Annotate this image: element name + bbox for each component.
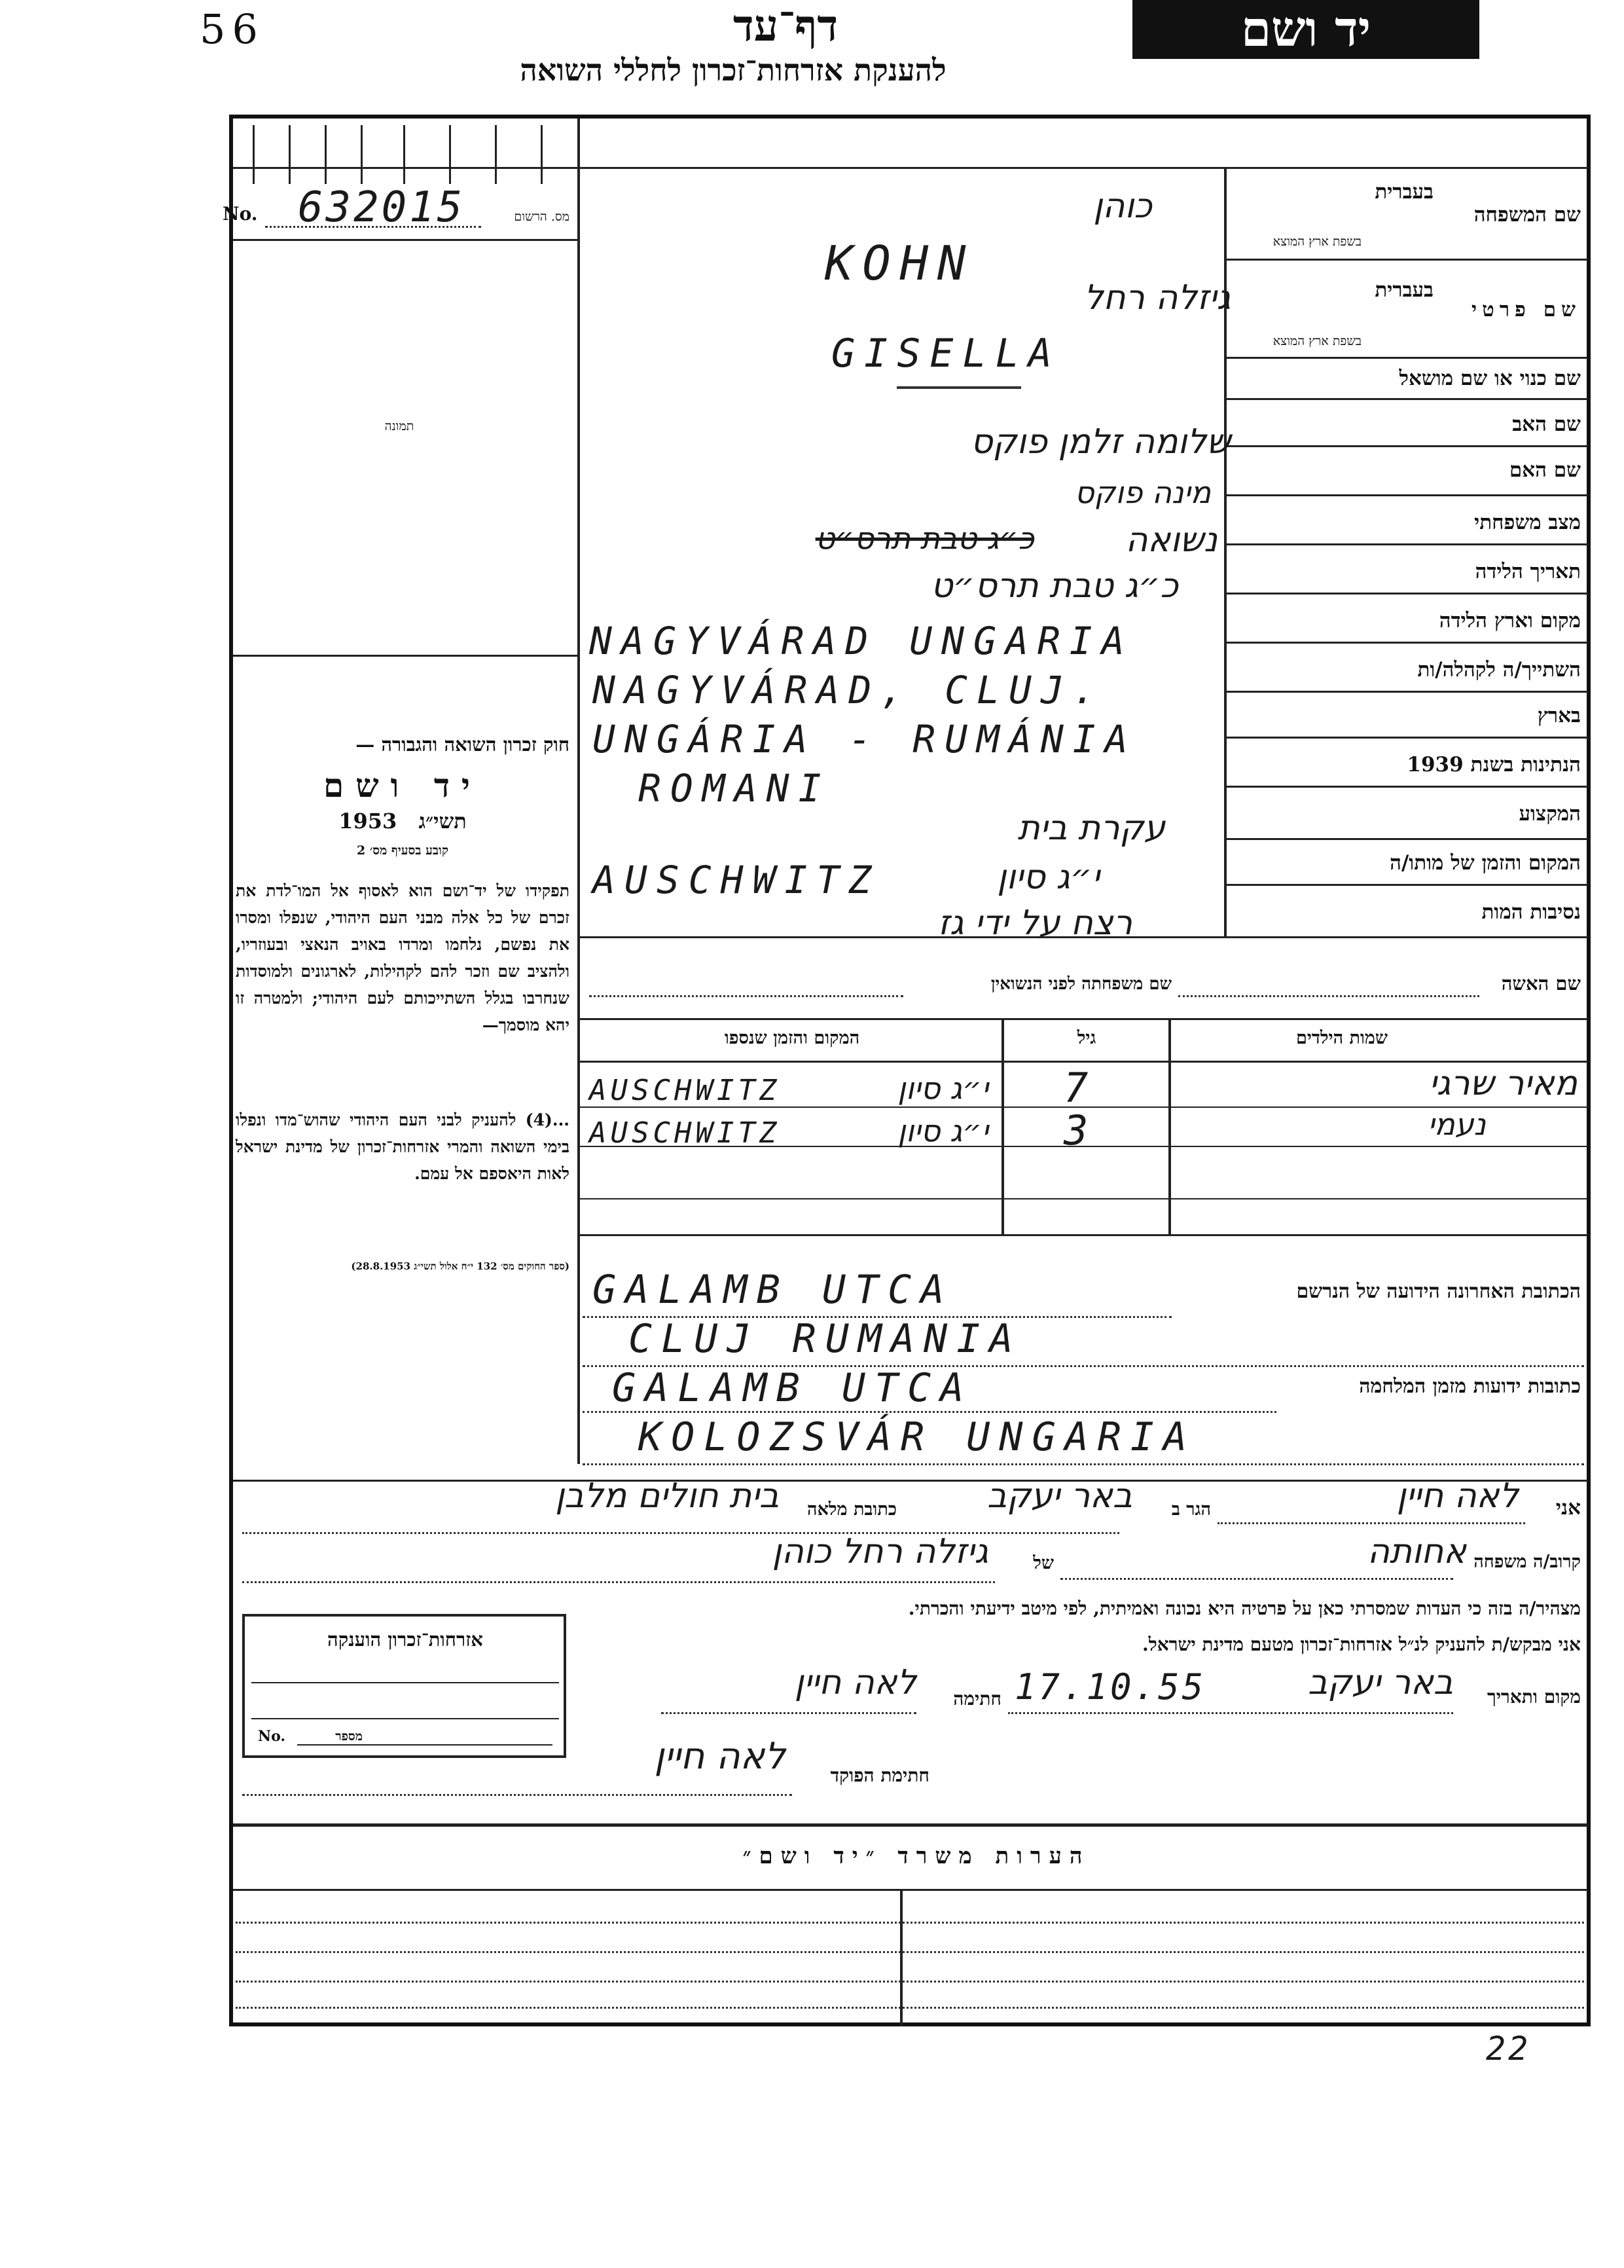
declarant-resident-label: הגר ב	[1171, 1499, 1211, 1520]
office-notes-line-3	[236, 1981, 1584, 1983]
declarant-relation-line	[1060, 1578, 1453, 1580]
family-name-en-value: KOHN	[825, 236, 975, 291]
left-column-divider	[577, 119, 580, 1464]
first-name-label: שם פרטי	[1471, 298, 1581, 321]
citizenship-box-title: אזרחות־זכרון הוענקה	[327, 1628, 483, 1651]
first-name-sub2: בשפת ארץ המוצא	[1272, 334, 1362, 348]
photo-bottom-line	[233, 655, 577, 657]
father-value: שלומה זלמן פוקס	[970, 422, 1231, 462]
signature-line	[661, 1712, 916, 1714]
declarant-signature: לאה חיין	[794, 1663, 916, 1702]
law-ref: קובע בסעיף מס׳ 2	[356, 843, 449, 858]
children-header-age: גיל	[1077, 1028, 1096, 1048]
law-year-num: 1953	[338, 809, 397, 833]
mother-line	[1224, 494, 1588, 496]
death-place-value: AUSCHWITZ	[592, 858, 881, 902]
declarant-address: בית חולים מלבן	[555, 1476, 779, 1516]
registration-no-value: 632015	[298, 183, 465, 232]
declarant-address-label: כתובת מלאה	[807, 1499, 897, 1520]
children-row-line-3	[577, 1198, 1588, 1199]
children-header-line	[577, 1061, 1588, 1063]
place-date-line	[1008, 1712, 1453, 1714]
office-notes-divider	[900, 1889, 903, 2026]
spouse-maiden-line	[589, 995, 903, 997]
declarant-relation: אחותה	[1367, 1532, 1466, 1571]
page-number: 22	[1486, 2030, 1531, 2068]
citizenship-line	[1224, 786, 1588, 788]
declarant-of-line	[242, 1581, 995, 1583]
citizenship-box-line-2	[251, 1718, 559, 1719]
law-year-he: תשי״ג	[418, 809, 467, 833]
office-notes-line-4	[236, 2007, 1584, 2009]
law-title: חוק זכרון השואה והגבורה —	[355, 733, 569, 756]
spouse-label: שם האשה	[1501, 972, 1581, 995]
registration-row-line	[233, 239, 577, 241]
country-line	[1224, 737, 1588, 739]
community-label: השתייך/ה לקהלה/ות	[1417, 658, 1581, 682]
spouse-maiden-label: שם משפחתה לפני הנשואין	[990, 974, 1172, 994]
profession-line	[1224, 838, 1588, 840]
family-name-line	[1224, 259, 1588, 261]
citizenship-granted-box	[242, 1614, 566, 1758]
spouse-bottom-line	[577, 1018, 1588, 1020]
father-line	[1224, 445, 1588, 447]
birth-place-label: מקום וארץ הלידה	[1439, 609, 1581, 632]
birth-place-value: NAGYVÁRAD UNGARIA	[589, 619, 1134, 663]
logo-text: יד ושם	[1240, 1, 1371, 58]
child-1-age: 7	[1064, 1064, 1098, 1112]
corner-number: 56	[200, 5, 264, 53]
child-1-date: י״ג סיון	[897, 1070, 988, 1106]
children-col-divider-2	[1001, 1018, 1004, 1234]
war-address-line1: GALAMB UTCA	[612, 1365, 973, 1411]
registration-no-label-he: מס. הרשום	[514, 210, 569, 224]
marital-line	[1224, 543, 1588, 545]
death-cause-label: נסיבות המות	[1481, 900, 1581, 924]
top-strip-line	[233, 167, 1588, 169]
death-date-value: י״ג סיון	[997, 858, 1100, 897]
child-2-place: AUSCHWITZ	[589, 1116, 781, 1150]
birth-date-value: כ״ג טבת תרס״ט	[931, 566, 1178, 606]
nickname-line	[1224, 398, 1588, 400]
declarant-name: לאה חיין	[1396, 1476, 1519, 1516]
law-year	[236, 809, 569, 833]
form-subtitle: להענקת אזרחות־זכרון לחללי השואה	[520, 52, 947, 88]
signature-label: חתימה	[953, 1688, 1001, 1710]
office-notes-top-line	[233, 1823, 1588, 1827]
law-body: תפקידו של יד־ושם הוא לאסוף אל המו־לדת את זכרם של כל אלה מבני העם היהודי, שנפלו ומסרו את נפשם, נלחמו ומרדו באויב הנאצי ובעוזריו, ולהציב שם וזכר להם לקהילות, לארגונים ולמוסדות שנחרבו בגלל השתייכותם לעם היהודי; ולמטרה זו יהא מוסמך—	[236, 881, 569, 1034]
country-value: UNGÁRIA - RUMÁNIA	[592, 717, 1137, 761]
law-footnote: (ספר החוקים מס׳ 132 י״ח אלול תשי״ג 28.8.1953)	[351, 1260, 569, 1272]
last-address-label: הכתובת האחרונה הידועה של הנרשם	[1296, 1280, 1581, 1303]
photo-label: תמונה	[384, 419, 414, 433]
office-notes-title: הערות משרד ״יד ושם״	[742, 1843, 1091, 1869]
birth-date-label: תאריך הלידה	[1475, 560, 1581, 583]
citizenship-box-no-line	[297, 1744, 552, 1746]
mother-value: מינה פוקס	[1074, 475, 1211, 510]
death-label: המקום והזמן של מותו/ה	[1390, 851, 1581, 875]
death-cause-value: רצח על ידי גז	[938, 904, 1132, 943]
law-name: יד ושם	[323, 766, 482, 805]
citizenship-box-no-label: No.	[258, 1728, 286, 1745]
father-label: שם האב	[1512, 412, 1581, 436]
top-strip-left	[233, 119, 577, 184]
office-notes-header-line	[233, 1889, 1588, 1891]
registration-no-label: No.	[223, 203, 258, 225]
mother-label: שם האם	[1509, 458, 1581, 482]
last-address-line2: CLUJ RUMANIA	[628, 1316, 1022, 1362]
declarant-relation-label: קרוב/ה משפחה	[1473, 1552, 1581, 1572]
country-label: בארץ	[1537, 704, 1581, 727]
family-name-he-value: כוהן	[1093, 187, 1152, 226]
family-name-label: שם המשפחה	[1473, 203, 1581, 227]
first-name-sub: בעברית	[1375, 278, 1434, 302]
child-2-date: י״ג סיון	[897, 1113, 988, 1148]
declaration-date: 17.10.55	[1015, 1666, 1206, 1708]
first-name-underline	[897, 386, 1021, 389]
declaration-place: באר יעקב	[1308, 1663, 1453, 1702]
citizenship-box-line-1	[251, 1682, 559, 1683]
declarant-of-label: של	[1033, 1553, 1054, 1573]
children-bottom-line	[577, 1234, 1588, 1236]
declarant-of-name: גיזלה רחל כוהן	[772, 1532, 988, 1571]
form-title: דף־עד	[732, 0, 839, 51]
office-notes-line-2	[236, 1951, 1584, 1953]
child-2-name: נעמי	[1428, 1107, 1486, 1142]
family-name-sub: בעברית	[1375, 180, 1434, 204]
office-notes-line-1	[236, 1922, 1584, 1924]
war-address-dots-2	[583, 1463, 1584, 1465]
children-header-place: המקום והזמן שנספו	[724, 1028, 860, 1048]
declarant-resident-city: באר יעקב	[987, 1476, 1132, 1516]
nickname-label: שם כנוי או שם מושאל	[1399, 367, 1581, 390]
first-name-he-value: גיזלה רחל	[1084, 278, 1231, 318]
war-address-line2: KOLOZSVÁR UNGARIA	[638, 1414, 1197, 1460]
citizenship-box-no-label-he: מספר	[335, 1729, 363, 1744]
family-name-sub2: בשפת ארץ המוצא	[1272, 234, 1362, 249]
first-name-en-value: GISELLA	[831, 331, 1061, 376]
birth-place-line	[1224, 642, 1588, 644]
yad-vashem-logo	[1132, 0, 1479, 59]
declarant-ani: אני	[1555, 1496, 1581, 1520]
law-clause: ...(4) להעניק לבני העם היהודי שהוש־מדו ונפלו בימי השואה והמרי אזרחות־זכרון של מדינת ישראל לאות היאספם אל עמם.	[236, 1110, 569, 1183]
community-line	[1224, 691, 1588, 693]
first-name-line	[1224, 357, 1588, 359]
children-header-names: שמות הילדים	[1295, 1028, 1388, 1048]
marital-label: מצב משפחתי	[1474, 511, 1581, 534]
war-address-label: כתובות ידועות מזמן המלחמה	[1359, 1375, 1581, 1398]
community-value: NAGYVÁRAD, CLUJ.	[592, 668, 1105, 712]
child-1-name: מאיר שרגי	[1429, 1064, 1578, 1103]
spouse-line	[1178, 995, 1479, 997]
officer-signature: לאה חיין	[654, 1735, 785, 1778]
declarant-name-line	[1218, 1522, 1525, 1524]
officer-line	[242, 1794, 792, 1796]
citizenship-label: הנתינות בשנת 1939	[1407, 753, 1581, 777]
children-col-divider-1	[1168, 1018, 1171, 1234]
declarant-statement-1: מצהיר/ה בזה כי העדות שמסרתי כאן על פרטיה היא נכונה ואמיתית, לפי מיטב ידיעתי והכרתי.	[908, 1598, 1581, 1619]
birth-date-line	[1224, 593, 1588, 594]
citizenship-value: ROMANI	[638, 766, 831, 811]
officer-label: חתימת הפוקד	[830, 1765, 929, 1786]
child-1-place: AUSCHWITZ	[589, 1074, 781, 1107]
profession-value: עקרת בית	[1017, 809, 1165, 848]
profession-label: המקצוע	[1519, 802, 1581, 826]
last-address-line1: GALAMB UTCA	[592, 1267, 954, 1313]
declarant-statement-2: אני מבקש/ת להעניק לנ״ל אזרחות־זכרון מטעם מדינת ישראל.	[1142, 1634, 1581, 1655]
death-line	[1224, 884, 1588, 886]
child-2-age: 3	[1064, 1107, 1098, 1154]
war-address-dots-1	[583, 1411, 1276, 1413]
marital-struck-value: כ״ג טבת תרס״ט	[815, 521, 1034, 556]
marital-value: נשואה	[1125, 521, 1218, 560]
place-date-label: מקום ותאריך	[1487, 1686, 1581, 1708]
